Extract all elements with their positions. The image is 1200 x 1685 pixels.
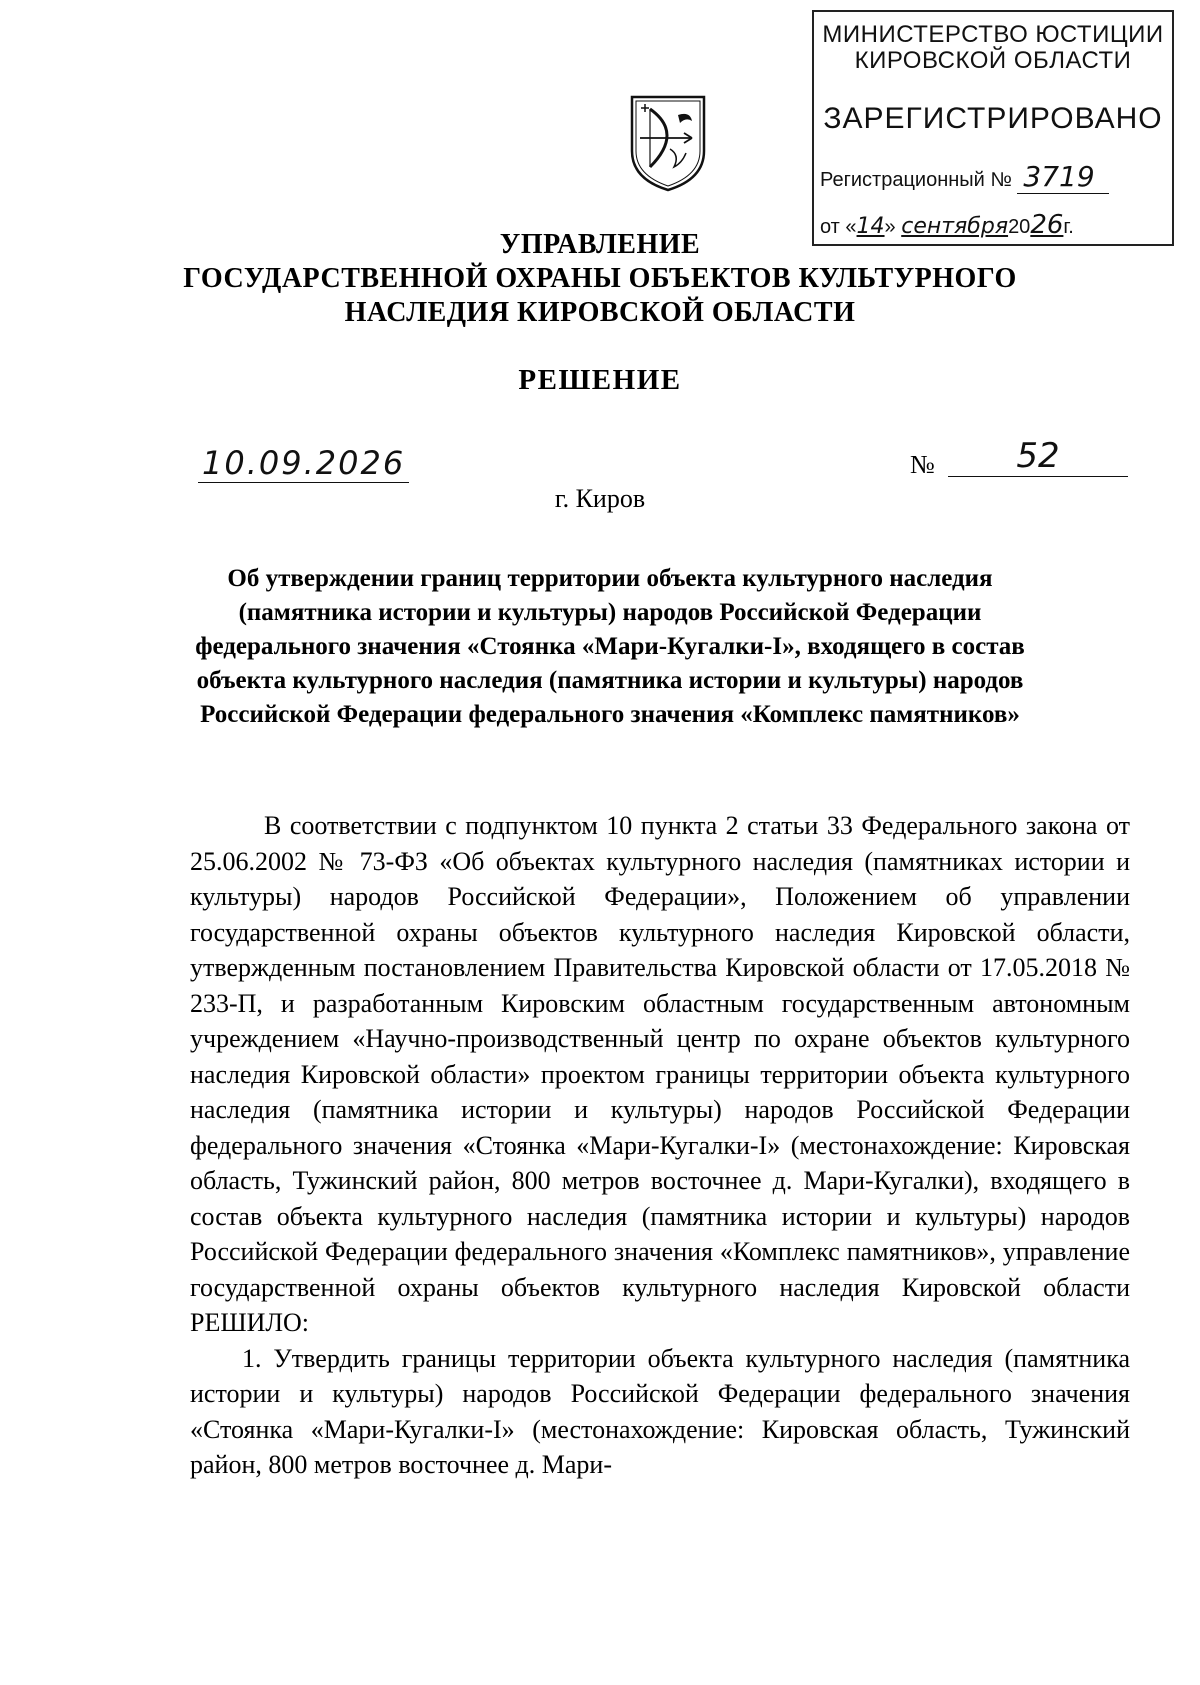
stamp-date-mid: »: [884, 216, 896, 238]
stamp-registered: ЗАРЕГИСТРИРОВАНО: [823, 102, 1163, 135]
stamp-reg-number: 3719: [1017, 160, 1108, 194]
stamp-date-day: 14: [856, 214, 885, 239]
stamp-ministry-line2: КИРОВСКОЙ ОБЛАСТИ: [854, 47, 1132, 74]
document-number: 52: [948, 436, 1128, 477]
stamp-ministry-line1: МИНИСТЕРСТВО ЮСТИЦИИ: [822, 21, 1164, 48]
document-body: [190, 808, 1130, 1483]
stamp-date-prefix: от «: [820, 216, 857, 238]
org-name-line2: ГОСУДАРСТВЕННОЙ ОХРАНЫ ОБЪЕКТОВ КУЛЬТУРНОГО: [183, 263, 1017, 294]
stamp-registration-number: [820, 160, 1109, 193]
stamp-ministry: [814, 22, 1172, 74]
document-number-label: №: [910, 450, 935, 479]
document-city: г. Киров: [554, 484, 646, 513]
stamp-date-year-suffix: 26: [1030, 210, 1064, 240]
document-date: 10.09.2026: [198, 444, 409, 483]
body-paragraph: В соответствии с подпунктом 10 пункта 2 статьи 33 Федерального закона от 25.06.2002 № 73-ФЗ «Об объектах культурного наследия (памятниках истории и культуры) народов Российской Федерации», Положением об управлении государственной охраны объектов культурного наследия Кировской области, утвержденным постановлением Правительства Кировской области от 17.05.2018 № 233-П, и разработанным Кировским областным государственным автономным учреждением «Научно-производственный центр по охране объектов культурного наследия Кировской области» проектом границы территории объекта культурного наследия (памятника истории и культуры) народов Российской Федерации федерального значения «Стоянка «Мари-Кугалки-I» (местонахождение: Кировская область, Тужинский район, 800 метров восточнее д. Мари-Кугалки), входящего в состав объекта культурного наследия (памятника истории и культуры) народов Российской Федерации федерального значения «Комплекс памятников», управление государственной охраны объектов культурного наследия Кировской области РЕШИЛО:: [190, 811, 1130, 1337]
coat-of-arms-icon: [626, 93, 710, 193]
stamp-date-year-prefix: 20: [1008, 216, 1031, 238]
registration-stamp: [812, 10, 1174, 246]
stamp-date-month: сентября: [901, 214, 1009, 239]
org-name-line3: НАСЛЕДИЯ КИРОВСКОЙ ОБЛАСТИ: [344, 297, 856, 328]
document-type-title: РЕШЕНИЕ: [518, 364, 682, 396]
stamp-date-suffix: г.: [1063, 216, 1074, 238]
document-subject: Об утверждении границ территории объекта культурного наследия (памятника истории и культуры) народов Российской Федерации федерального значения «Стоянка «Мари-Кугалки-I», входящего в состав объекта культурного наследия (памятника истории и культуры) народов Российской Федерации федерального значения «Комплекс памятников»: [195, 565, 1025, 728]
body-item-1: 1. Утвердить границы территории объекта культурного наследия (памятника истории и культуры) народов Российской Федерации федерального значения «Стоянка «Мари-Кугалки-I» (местонахождение: Кировская область, Тужинский район, 800 метров восточнее д. Мари-: [190, 1343, 1130, 1479]
org-name-line1: УПРАВЛЕНИЕ: [499, 229, 701, 260]
stamp-reg-label: Регистрационный №: [820, 169, 1012, 191]
